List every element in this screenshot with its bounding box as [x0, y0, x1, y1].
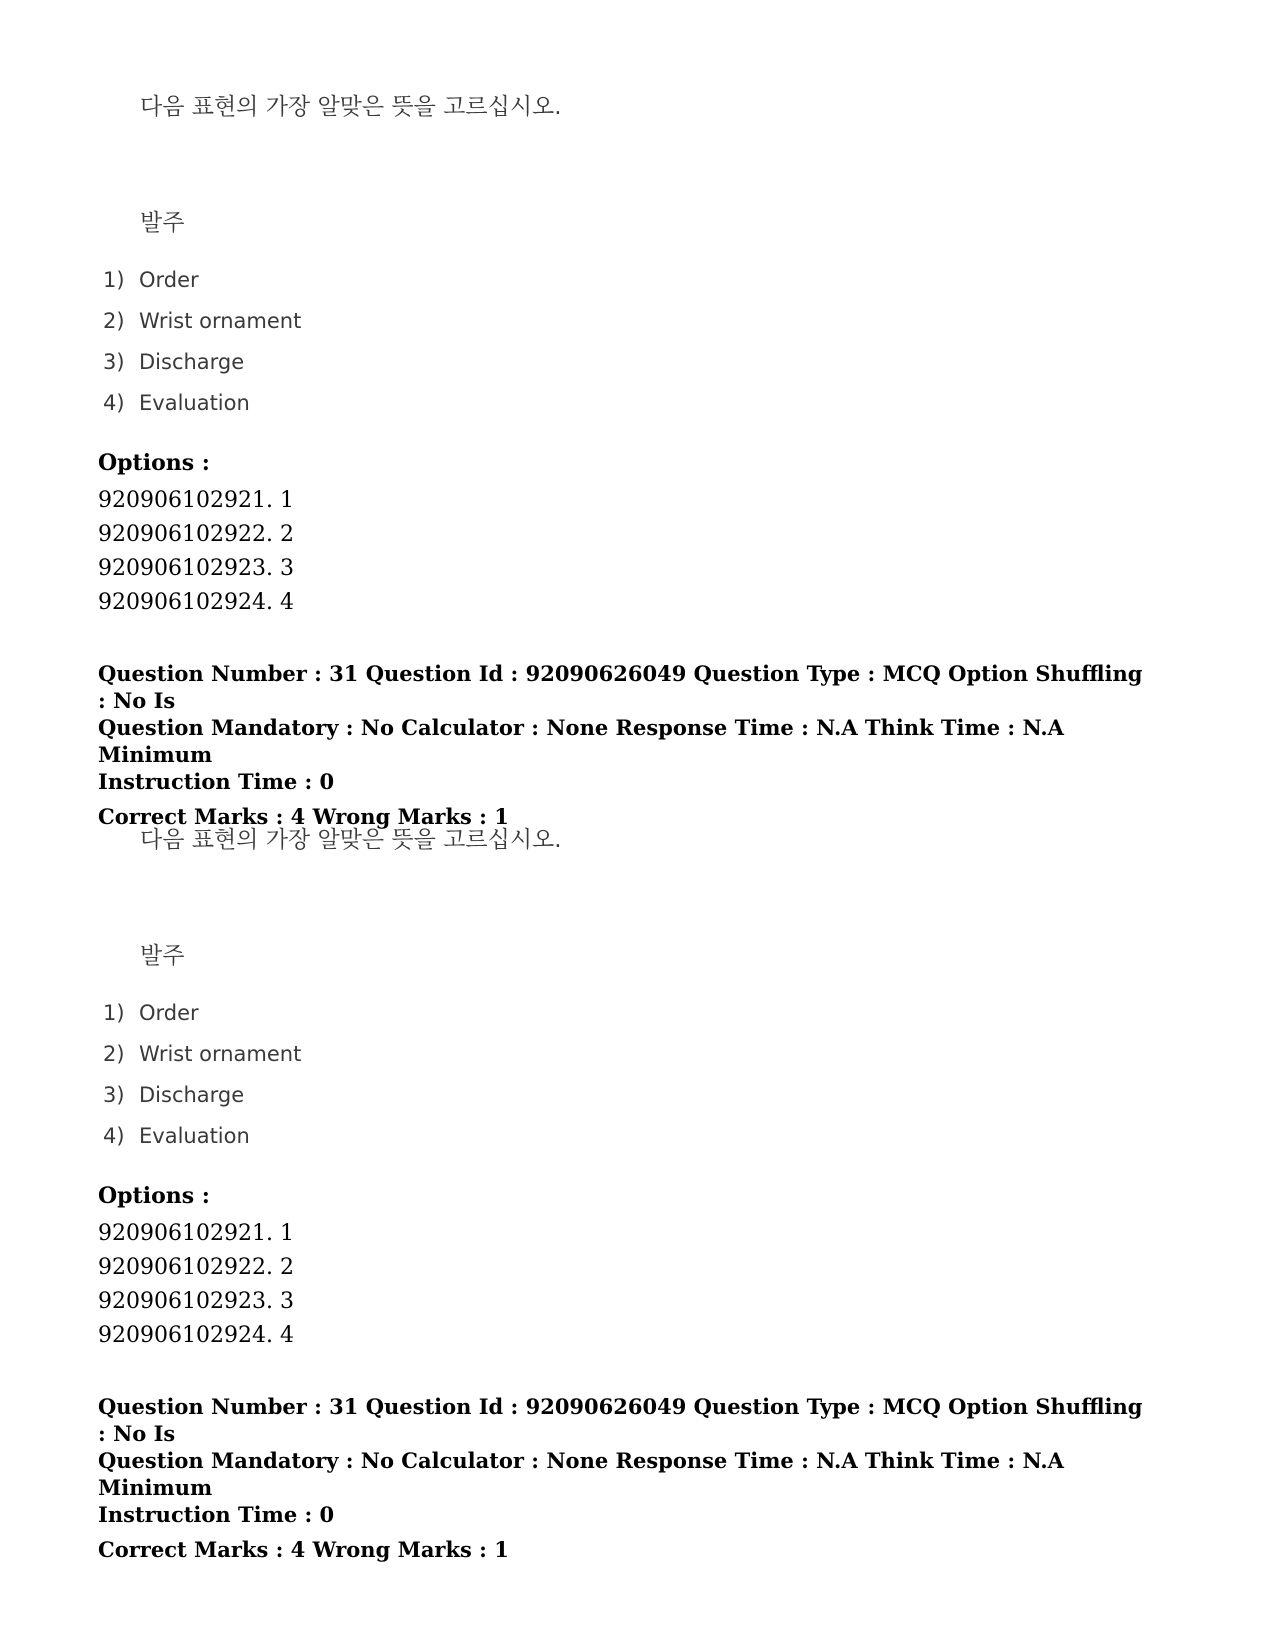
choice-text: Discharge — [139, 1083, 245, 1107]
choice-item — [103, 342, 301, 383]
question-image — [95, 70, 1095, 430]
answer-choices — [103, 993, 301, 1157]
choice-text: Evaluation — [139, 391, 250, 415]
meta-line: Instruction Time : 0 — [98, 769, 335, 794]
choice-text: Wrist ornament — [139, 309, 302, 333]
choice-number: 4) — [103, 391, 125, 415]
question-block — [0, 733, 1275, 1562]
option-item: 920906102924. 4 — [98, 590, 294, 615]
options-title: Options : — [98, 1183, 210, 1209]
options-list — [98, 484, 294, 620]
meta-line: Question Number : 31 Question Id : 92090626049 Question Type : MCQ Option Shuffling : No Is — [98, 661, 1143, 713]
choice-text: Wrist ornament — [139, 1042, 302, 1066]
choice-number: 3) — [103, 350, 125, 374]
option-item: 920906102923. 3 — [98, 1289, 294, 1314]
choice-text: Order — [139, 1001, 199, 1025]
choice-item — [103, 260, 301, 301]
option-item: 920906102924. 4 — [98, 1323, 294, 1348]
meta-line: Question Mandatory : No Calculator : None Response Time : N.A Think Time : N.A Minimum — [98, 715, 1064, 767]
option-item: 920906102923. 3 — [98, 556, 294, 581]
marks-line: Correct Marks : 4 Wrong Marks : 1 — [98, 1537, 509, 1562]
option-item: 920906102921. 1 — [98, 488, 294, 513]
question-instruction: 다음 표현의 가장 알맞은 뜻을 고르십시오. — [140, 94, 562, 120]
choice-item — [103, 383, 301, 424]
options-list — [98, 1217, 294, 1353]
option-item: 920906102921. 1 — [98, 1221, 294, 1246]
question-instruction: 다음 표현의 가장 알맞은 뜻을 고르십시오. — [140, 827, 562, 853]
choice-number: 3) — [103, 1083, 125, 1107]
answer-choices — [103, 260, 301, 424]
choice-text: Order — [139, 268, 199, 292]
choice-text: Discharge — [139, 350, 245, 374]
meta-line: Instruction Time : 0 — [98, 1502, 335, 1527]
choice-number: 1) — [103, 1001, 125, 1025]
choice-item — [103, 1116, 301, 1157]
question-meta — [98, 1393, 1148, 1563]
choice-item — [103, 1075, 301, 1116]
option-item: 920906102922. 2 — [98, 522, 294, 547]
choice-number: 4) — [103, 1124, 125, 1148]
choice-number: 2) — [103, 309, 125, 333]
meta-line: Question Mandatory : No Calculator : None Response Time : N.A Think Time : N.A Minimum — [98, 1448, 1064, 1500]
choice-item — [103, 993, 301, 1034]
options-title: Options : — [98, 450, 210, 476]
meta-line: Question Number : 31 Question Id : 92090626049 Question Type : MCQ Option Shuffling : No Is — [98, 1394, 1143, 1446]
choice-number: 2) — [103, 1042, 125, 1066]
choice-text: Evaluation — [139, 1124, 250, 1148]
option-item: 920906102922. 2 — [98, 1255, 294, 1280]
choice-item — [103, 1034, 301, 1075]
choice-number: 1) — [103, 268, 125, 292]
marks-line: Correct Marks : 4 Wrong Marks : 1 — [98, 804, 509, 829]
choice-item — [103, 301, 301, 342]
question-term: 발주 — [140, 210, 185, 236]
question-image — [95, 803, 1095, 1163]
question-term: 발주 — [140, 943, 185, 969]
